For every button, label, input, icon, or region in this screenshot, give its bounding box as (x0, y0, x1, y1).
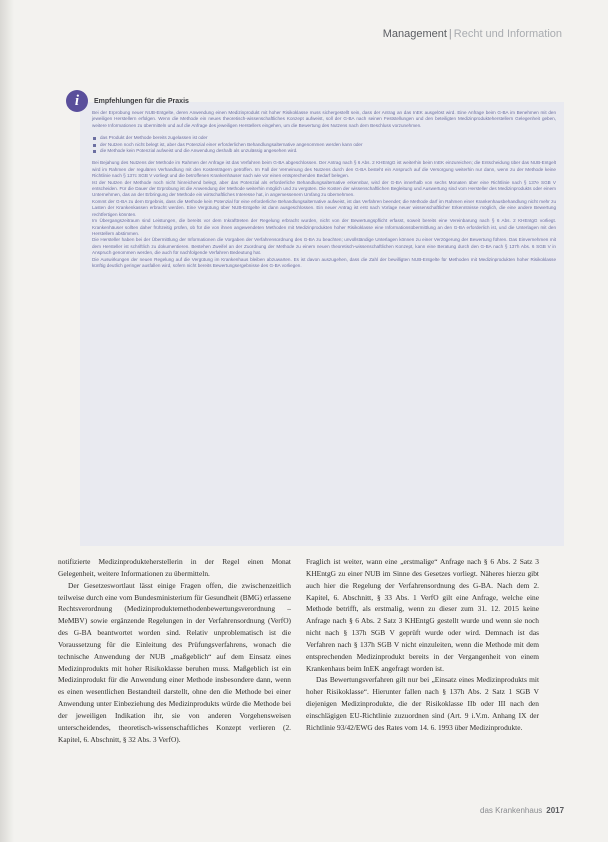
bullet-item: das Produkt der Methode bereits zugelassen ist oder (92, 135, 556, 141)
box-paragraph: Kommt der G-BA zu dem Ergebnis, dass die Methode kein Potenzial für eine erforderliche Behandlungsalternative aufweist, ist das Verfahren beendet; die Methode darf im Rahmen einer Krankenhausbehandlung nicht mehr zu Lasten der Krankenkassen erbracht werden. Eine Vergütung über NUB-Entgelte ist dann ausgeschlossen. Ein neuer Antrag ist erst nach Vorlage neuer wissenschaftlicher Erkenntnisse möglich, die eine andere Bewertung rechtfertigen könnten. (92, 198, 556, 217)
box-intro: Bei der Erprobung neuer NUB-Entgelte, deren Anwendung einen Medizinprodukt mit hoher Risikoklasse muss sichergestellt sein, dass der Antrag an das InEK ausgelöst wird. Eine Anfrage beim G-BA im Benehmen mit den jeweiligen Herstellern erfolgen. Wenn die Methode ein neues theoretisch-wissenschaftliches Konzept aufweist, soll der G-BA nach seinen Feststellungen und den beteiligten Medizinprodukteherstellern Gelegenheit geben, weitere Informationen zu übermitteln und auf die Anfrage des jeweiligen Herstellers eingehen, um die Bewertung des Nutzens nach dem Beschluss vorzunehmen. (92, 110, 556, 128)
header-section: Management (382, 28, 447, 40)
journal-name: das Krankenhaus (480, 806, 543, 815)
page-number: 2017 (546, 806, 565, 815)
box-paragraph: Ist der Nutzen der Methode noch nicht hinreichend belegt, aber das Potenzial als erforderliche Behandlungsalternative erkennbar, wird der G-BA innerhalb von sechs Monaten über eine Richtlinie nach § 137e SGB V entscheiden. Für die Dauer der Erprobung ist die Anwendung der Methode weiterhin möglich und zu vergüten. Die Kosten der wissenschaftlichen Begleitung und Auswertung sind vom Hersteller des Medizinprodukts oder einem Unternehmen, das an der Erbringung der Methode ein wirtschaftliches Interesse hat, in angemessenem Umfang zu übernehmen. (92, 179, 556, 198)
box-title: Empfehlungen für die Praxis (94, 98, 189, 105)
body-paragraph: Der Gesetzeswortlaut lässt einige Fragen offen, die zwischenzeitlich teilweise durch eine vom Bundesministerium für Gesundheit (BMG) erlassene Rechtsverordnung (Medizinproduktemethodenbewertungsverordnung – MeMBV) sowie ergänzende Regelungen in der Verfahrensordnung (VerfO) des G-BA beantwortet worden sind. Relativ unproblematisch ist die Voraussetzung für die Einleitung des Prüfungsverfahrens, wonach die technische Anwendung der NUB „maßgeblich“ auf dem Einsatz eines Medizinprodukts mit hoher Risikoklasse beruhen muss. Maßgeblich ist ein Medizinprodukt für die Anwendung einer Methode insbesondere dann, wenn es einen wesentlichen Bestandteil darstellt, ohne den die Methode bei einer Anwendung unter Einbeziehung des Medizinprodukts würde die Methode bei der jeweiligen Indikation ihr, sie von anderen Vorgehensweisen unterscheidendes, theoretisch-wissenschaftliches Konzept verlieren (2. Kapitel, 6. Abschnitt, § 32 Abs. 3 VerfO). (58, 580, 291, 744)
box-paragraph: Bei Bejahung des Nutzens der Methode im Rahmen der Anfrage ist das Verfahren beim G-BA abgeschlossen. Der Antrag nach § 6 Abs. 2 KHEntgG ist weiterhin beim InEK einzureichen; die Entscheidung über das NUB-Entgelt wird im Rahmen der regulären Verhandlung mit den Kostenträgern getroffen. Im Fall der Verneinung des Nutzens durch den G-BA besteht ein Anspruch auf die Versorgung weiterhin nur dann, wenn zu der Methode keine Richtlinie nach § 137c SGB V vorliegt und die betroffenen Krankenhäuser nach wie vor einen entsprechenden Bedarf belegen. (92, 160, 556, 179)
body-paragraph: Fraglich ist weiter, wann eine „erstmalige“ Anfrage nach § 6 Abs. 2 Satz 3 KHEntgG zu einer NUB im Sinne des Gesetzes vorliegt. Näheres hierzu gibt auch hier die Regelung der Verfahrensordnung des G-BA. Nach dem 2. Kapitel, 6. Abschnitt, § 33 Abs. 1 VerfO gilt eine Anfrage, welche eine Methode betrifft, als erstmalig, wenn zu dieser zum 31. 12. 2015 keine Anfrage nach § 6 Abs. 2 Satz 3 KHEntgG gestellt wurde und wenn sie noch nicht nach § 137h SGB V geprüft wurde oder wird. Demnach ist das Verfahren nach § 137h SGB V nicht einzuleiten, wenn die Methode mit dem entsprechenden Medizinprodukt bereits in der Vergangenheit von einem Krankenhaus beim InEK angefragt worden ist. (306, 557, 539, 673)
info-icon: i (66, 90, 88, 112)
header-subsection: Recht und Information (453, 28, 562, 40)
box-paragraph: Im Übergangszeitraum sind Leistungen, die bereits vor dem Inkrafttreten der Regelung erbracht wurden, nicht von der Bewertungspflicht erfasst, soweit bereits eine Vereinbarung nach § 6 Abs. 2 KHEntgG vorliegt. Krankenhäuser sollten daher frühzeitig prüfen, ob für die von ihnen angewendeten Methoden mit Medizinprodukten hoher Risikoklasse eine Informationsübermittlung an den G-BA erforderlich ist, und die Unterlagen mit den Herstellern abstimmen. (92, 218, 556, 236)
header-separator: | (448, 28, 452, 40)
box-paragraph: Die Auswirkungen der neuen Regelung auf die Vergütung im Krankenhaus bleiben abzuwarten. Es ist davon auszugehen, dass die Zahl der bewilligten NUB-Entgelte für Methoden mit Medizinprodukten hoher Risikoklasse künftig deutlich geringer ausfallen wird, sofern nicht bereits Bewertungsergebnisse des G-BA vorliegen. (92, 256, 556, 268)
box-paragraph: Die Hersteller haben bei der Übermittlung der Informationen die Vorgaben der Verfahrensordnung des G-BA zu beachten; unvollständige Unterlagen können zu einer Verzögerung der Bewertung führen. Das Einvernehmen mit dem Hersteller ist schriftlich zu dokumentieren. Bestehen Zweifel an der Zuordnung der Methode zu einem neuen theoretisch-wissenschaftlichen Konzept, kann eine Beratung durch den G-BA nach § 137h Abs. 6 SGB V in Anspruch genommen werden, die auch für nachfolgende Verfahren Bedeutung hat. (92, 237, 556, 256)
body-paragraph: Das Bewertungsverfahren gilt nur bei „Einsatz eines Medizinprodukts mit hoher Risikoklasse“. Hierunter fallen nach § 137h Abs. 2 Satz 1 SGB V diejenigen Medizinprodukte, die der Risikoklasse IIb oder III nach den einschlägigen EU-Richtlinie zuzuordnen sind (Art. 9 i.V.m. Anhang IX der Richtlinie 93/42/EWG des Rates vom 14. 6. 1993 über Medizinprodukte. (306, 675, 539, 732)
page-edge-shadow (0, 0, 14, 842)
box-bullet-list (92, 135, 556, 154)
body-column-left (58, 556, 291, 746)
box-body (92, 110, 556, 269)
running-header (342, 28, 562, 40)
body-paragraph: notifizierte Medizinprodukteherstellerin in der Regel einen Monat Gelegenheit, weitere Informationen zu übermitteln. (58, 557, 291, 578)
bullet-item: die Methode kein Potenzial aufweist und die Anwendung deshalb als unzulässig angesehen wird. (92, 148, 556, 154)
page-footer (480, 806, 564, 815)
bullet-item: der Nutzen noch nicht belegt ist, aber das Potenzial einer erforderlichen Behandlungsalternative angenommen werden kann oder (92, 142, 556, 148)
practice-recommendations-box (74, 93, 564, 546)
body-column-right (306, 556, 539, 734)
